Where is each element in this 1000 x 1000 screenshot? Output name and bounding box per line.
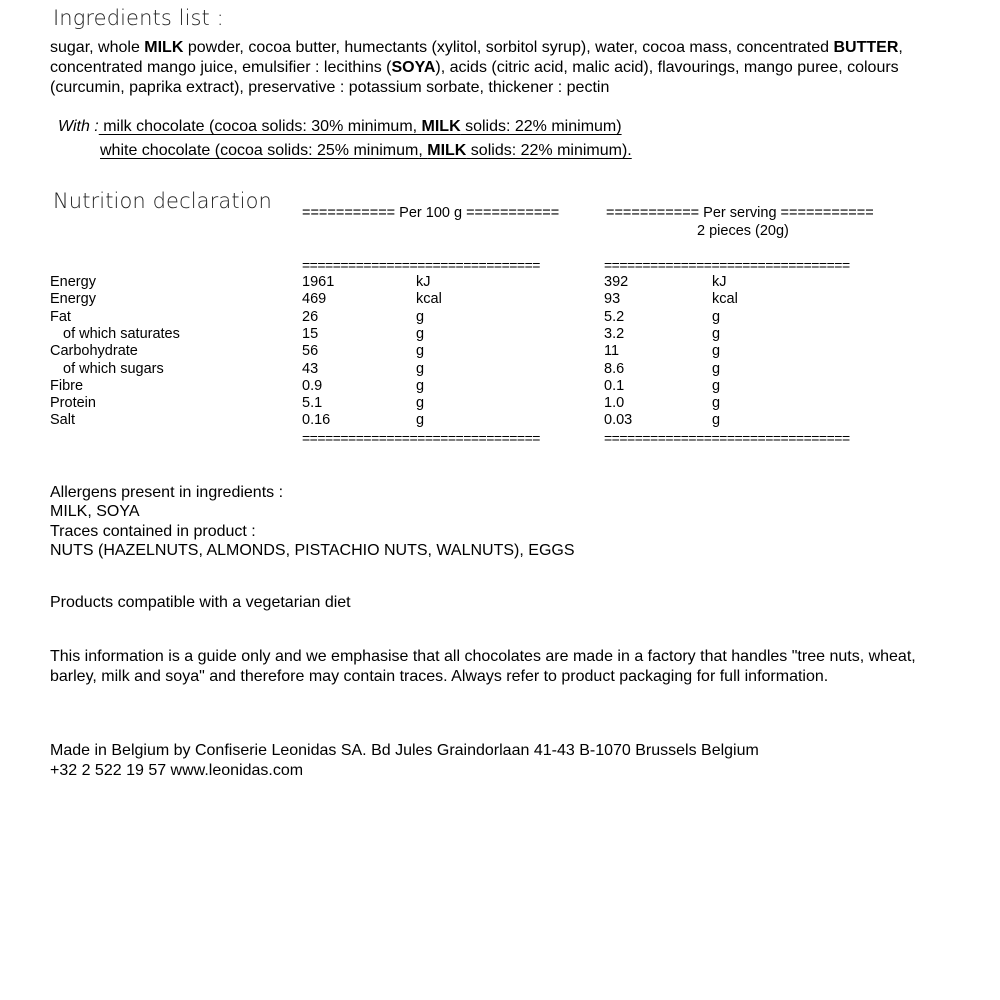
separator-top-right: ================================ (604, 258, 850, 272)
per-serving-unit: g (712, 325, 721, 342)
per-serving-value: 0.03 (604, 412, 633, 429)
allergens-section (50, 483, 575, 560)
per-serving-value: 1.0 (604, 395, 625, 412)
per-serving-header: =========== Per serving =========== (606, 205, 874, 221)
manufacturer-info (50, 741, 759, 781)
per-100g-unit: g (416, 412, 425, 429)
traces-label: Traces contained in product : (50, 522, 256, 540)
manufacturer-address: Made in Belgium by Confiserie Leonidas SA. Bd Jules Graindorlaan 41-43 B-1070 Brussels Belgium (50, 742, 759, 759)
nutrient-label: of which sugars (63, 360, 164, 377)
per-100g-unit: g (416, 377, 425, 394)
ingredients-line: (curcumin, paprika extract), preservative : potassium sorbate, thickener : pectin (50, 79, 610, 96)
per-serving-unit: kcal (712, 291, 738, 308)
serving-size: 2 pieces (20g) (697, 223, 789, 239)
allergens-present-value: MILK, SOYA (50, 503, 140, 521)
per-serving-unit: g (712, 360, 721, 377)
separator-bottom-right: ================================ (604, 431, 850, 445)
per-serving-value: 93 (604, 291, 621, 308)
manufacturer-contact: +32 2 522 19 57 www.leonidas.com (50, 762, 304, 779)
per-100g-unit: g (416, 360, 425, 377)
per-100g-value: 15 (302, 325, 319, 342)
per-100g-unit: g (416, 343, 425, 360)
per-serving-value: 11 (604, 343, 620, 360)
per-serving-value: 0.1 (604, 377, 625, 394)
with-label: With : (58, 118, 99, 135)
ingredients-line: concentrated mango juice, emulsifier : lecithins (SOYA), acids (citric acid, malic acid), flavourings, mango puree, colours (50, 59, 899, 76)
allergens-present-label: Allergens present in ingredients : (50, 484, 284, 501)
nutrition-heading: Nutrition declaration (53, 189, 272, 213)
separator-top-left: =============================== (302, 258, 540, 272)
ingredients-heading: Ingredients list : (53, 6, 224, 30)
nutrient-label: Salt (50, 412, 75, 429)
per-100g-value: 56 (302, 343, 319, 360)
per-100g-value: 5.1 (302, 395, 323, 412)
nutrient-label: Energy (50, 274, 96, 290)
per-serving-value: 5.2 (604, 308, 625, 325)
per-serving-unit: g (712, 412, 721, 429)
per-100g-value: 43 (302, 360, 319, 377)
nutrient-label: Fibre (50, 377, 84, 394)
with-chocolate-line-1: With : milk chocolate (cocoa solids: 30% minimum, MILK solids: 22% minimum) (58, 118, 622, 135)
per-serving-unit: g (712, 308, 721, 325)
ingredients-line: sugar, whole MILK powder, cocoa butter, humectants (xylitol, sorbitol syrup), water, cocoa mass, concentrated BUTTER, (50, 39, 903, 56)
per-100g-value: 0.16 (302, 412, 331, 429)
nutrient-label: Protein (50, 395, 96, 412)
with-chocolate-line-2: white chocolate (cocoa solids: 25% minimum, MILK solids: 22% minimum). (100, 142, 632, 159)
per-100g-value: 26 (302, 308, 319, 325)
per-100g-value: 469 (302, 291, 327, 308)
per-serving-value: 3.2 (604, 325, 625, 342)
per-100g-unit: kJ (416, 274, 431, 290)
disclaimer: This information is a guide only and we emphasise that all chocolates are made in a factory that handles "tree nuts, wheat, barley, milk and soya" and therefore may contain traces. Always refer to product packaging for full information. (50, 648, 916, 685)
nutrient-label: Fat (50, 308, 71, 325)
nutrient-label: Carbohydrate (50, 343, 138, 360)
per-serving-unit: g (712, 377, 721, 394)
nutrient-label: of which saturates (63, 325, 180, 342)
per-serving-unit: kJ (712, 274, 727, 290)
per-serving-unit: g (712, 395, 721, 412)
separator-bottom-left: =============================== (302, 431, 540, 445)
vegetarian-note: Products compatible with a vegetarian diet (50, 594, 351, 611)
per-100g-unit: g (416, 395, 425, 412)
nutrient-label: Energy (50, 291, 96, 308)
per-100g-unit: kcal (416, 291, 442, 308)
per-100g-header: =========== Per 100 g =========== (302, 205, 560, 221)
per-serving-value: 392 (604, 274, 629, 290)
per-100g-unit: g (416, 308, 425, 325)
per-100g-value: 1961 (302, 274, 335, 290)
per-100g-value: 0.9 (302, 377, 323, 394)
traces-value: NUTS (HAZELNUTS, ALMONDS, PISTACHIO NUTS, WALNUTS), EGGS (50, 541, 575, 559)
per-serving-unit: g (712, 343, 721, 360)
ingredients-text (50, 38, 980, 98)
per-100g-unit: g (416, 325, 425, 342)
per-serving-value: 8.6 (604, 360, 625, 377)
